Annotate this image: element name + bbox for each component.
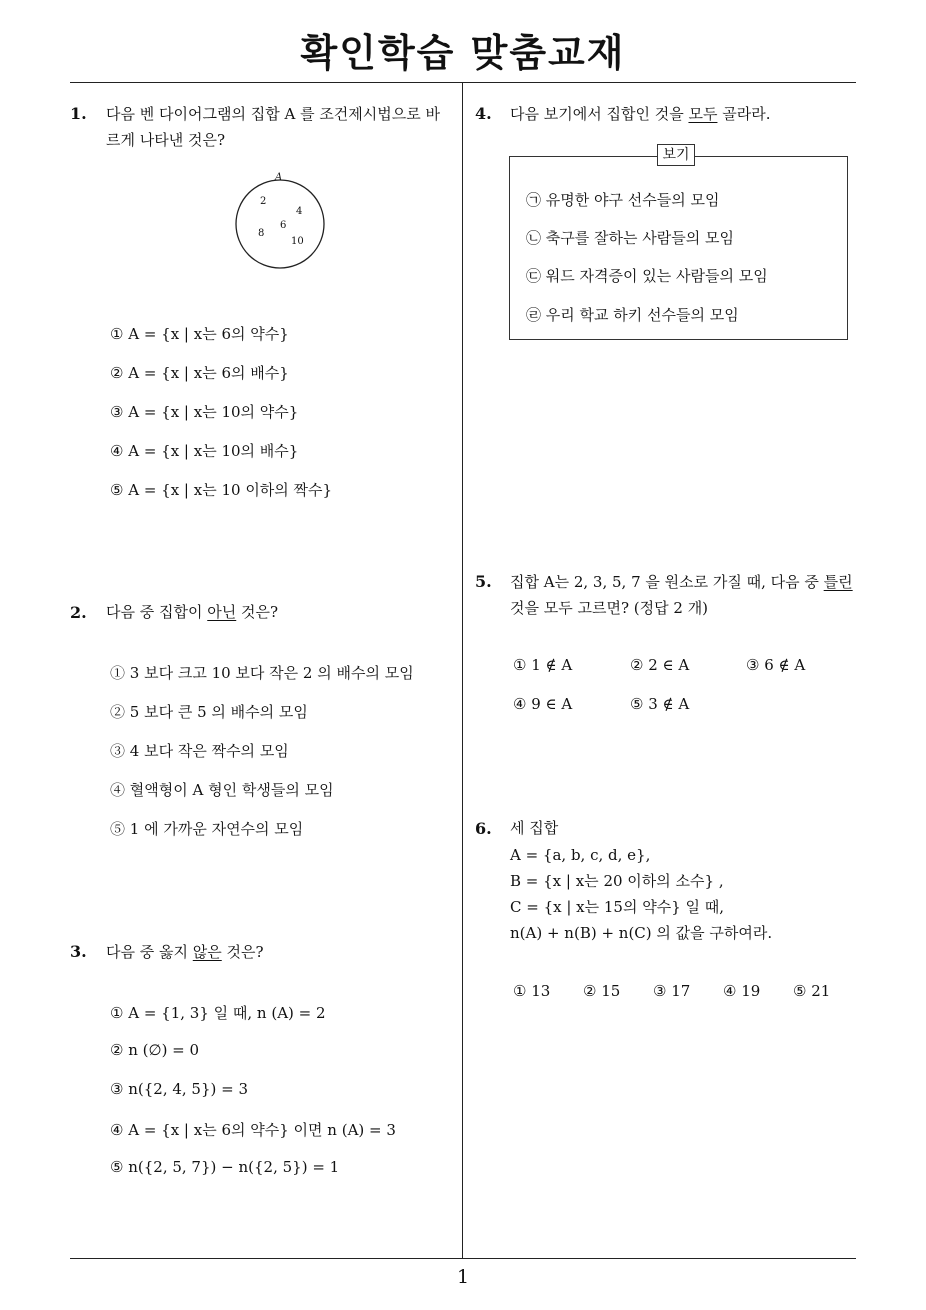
venn-element: 2: [260, 196, 267, 207]
answer-option[interactable]: ③ 6 ∉ A: [746, 656, 806, 674]
answer-option[interactable]: ④ A = {x | x는 10의 배수}: [110, 442, 299, 460]
question-text-line: A = {a, b, c, d, e},: [510, 846, 651, 864]
footer-rule: [70, 1258, 856, 1259]
question-text-line: 다음 벤 다이어그램의 집합 A 를 조건제시법으로 바: [106, 105, 441, 123]
question-number: 2.: [70, 603, 87, 622]
question-text-line: [510, 570, 853, 595]
answer-option[interactable]: ④ 9 ∈ A: [513, 695, 573, 713]
venn-element: 4: [296, 206, 303, 217]
answer-option[interactable]: ② 15: [583, 982, 621, 1000]
answer-option[interactable]: ② n (∅) = 0: [110, 1041, 200, 1059]
answer-option[interactable]: ① 1 ∉ A: [513, 656, 573, 674]
question-text-part: 다음 보기에서 집합인 것을: [510, 105, 689, 123]
question-number: 3.: [70, 942, 87, 961]
answer-option[interactable]: ① 3 보다 크고 10 보다 작은 2 의 배수의 모임: [110, 664, 414, 682]
answer-option[interactable]: ⑤ n({2, 5, 7}) − n({2, 5}) = 1: [110, 1158, 340, 1176]
example-box-label: 보기: [657, 144, 695, 166]
question-number: 4.: [475, 104, 492, 123]
page-number: 1: [456, 1266, 470, 1288]
question-text-part: 집합 A는 2, 3, 5, 7 을 원소로 가질 때, 다음 중: [510, 573, 824, 591]
venn-set-label: A: [275, 172, 283, 183]
answer-option[interactable]: ④ 혈액형이 A 형인 학생들의 모임: [110, 781, 334, 799]
answer-option[interactable]: ③ n({2, 4, 5}) = 3: [110, 1080, 249, 1098]
question-text: [106, 940, 264, 965]
question-emphasis: 아닌: [207, 603, 237, 621]
answer-option[interactable]: ① 13: [513, 982, 551, 1000]
question-text: [510, 102, 770, 127]
venn-element: 6: [280, 220, 287, 231]
question-text-part: 것은?: [221, 943, 264, 961]
answer-option[interactable]: ⑤ A = {x | x는 10 이하의 짝수}: [110, 481, 333, 499]
answer-option[interactable]: ② 2 ∈ A: [630, 656, 690, 674]
question-text-line: C = {x | x는 15의 약수} 일 때,: [510, 898, 725, 916]
answer-option[interactable]: ⑤ 3 ∉ A: [630, 695, 690, 713]
question-number: 1.: [70, 104, 87, 123]
answer-option[interactable]: ① A = {1, 3} 일 때, n (A) = 2: [110, 1004, 326, 1022]
venn-element: 10: [291, 236, 304, 247]
answer-option[interactable]: ③ 17: [653, 982, 691, 1000]
venn-element: 8: [258, 228, 265, 239]
question-text-part: 다음 중 옳지: [106, 943, 193, 961]
question-emphasis: 모두: [688, 105, 718, 123]
example-item: ㉢ 워드 자격증이 있는 사람들의 모임: [526, 267, 768, 285]
question-text-line: 르게 나타낸 것은?: [106, 131, 226, 149]
example-item: ㉠ 유명한 야구 선수들의 모임: [526, 191, 720, 209]
answer-option[interactable]: ③ 4 보다 작은 짝수의 모임: [110, 742, 289, 760]
page-title: 확인학습 맞춤교재: [300, 31, 626, 75]
question-text-line: n(A) + n(B) + n(C) 의 값을 구하여라.: [510, 924, 773, 942]
answer-option[interactable]: ① A = {x | x는 6의 약수}: [110, 325, 289, 343]
question-number: 5.: [475, 572, 492, 591]
answer-option[interactable]: ④ A = {x | x는 6의 약수} 이면 n (A) = 3: [110, 1121, 396, 1139]
header-rule: [70, 82, 856, 83]
question-number: 6.: [475, 819, 492, 838]
answer-option[interactable]: ⑤ 1 에 가까운 자연수의 모임: [110, 820, 304, 838]
answer-option[interactable]: ③ A = {x | x는 10의 약수}: [110, 403, 299, 421]
column-divider: [462, 83, 463, 1258]
question-emphasis: 않은: [192, 943, 222, 961]
answer-option[interactable]: ② A = {x | x는 6의 배수}: [110, 364, 289, 382]
answer-option[interactable]: ⑤ 21: [793, 982, 831, 1000]
question-text-line: 세 집합: [510, 819, 559, 837]
question-text-part: 골라라.: [717, 105, 771, 123]
question-emphasis: 틀린: [823, 573, 853, 591]
answer-option[interactable]: ② 5 보다 큰 5 의 배수의 모임: [110, 703, 308, 721]
question-text-part: 것은?: [236, 603, 279, 621]
question-text-line: B = {x | x는 20 이하의 소수} ,: [510, 872, 724, 890]
answer-option[interactable]: ④ 19: [723, 982, 761, 1000]
example-item: ㉣ 우리 학교 하키 선수들의 모임: [526, 306, 739, 324]
question-text-line: 것을 모두 고르면? (정답 2 개): [510, 599, 709, 617]
question-text: [106, 600, 278, 625]
example-item: ㉡ 축구를 잘하는 사람들의 모임: [526, 229, 734, 247]
question-text-part: 다음 중 집합이: [106, 603, 208, 621]
